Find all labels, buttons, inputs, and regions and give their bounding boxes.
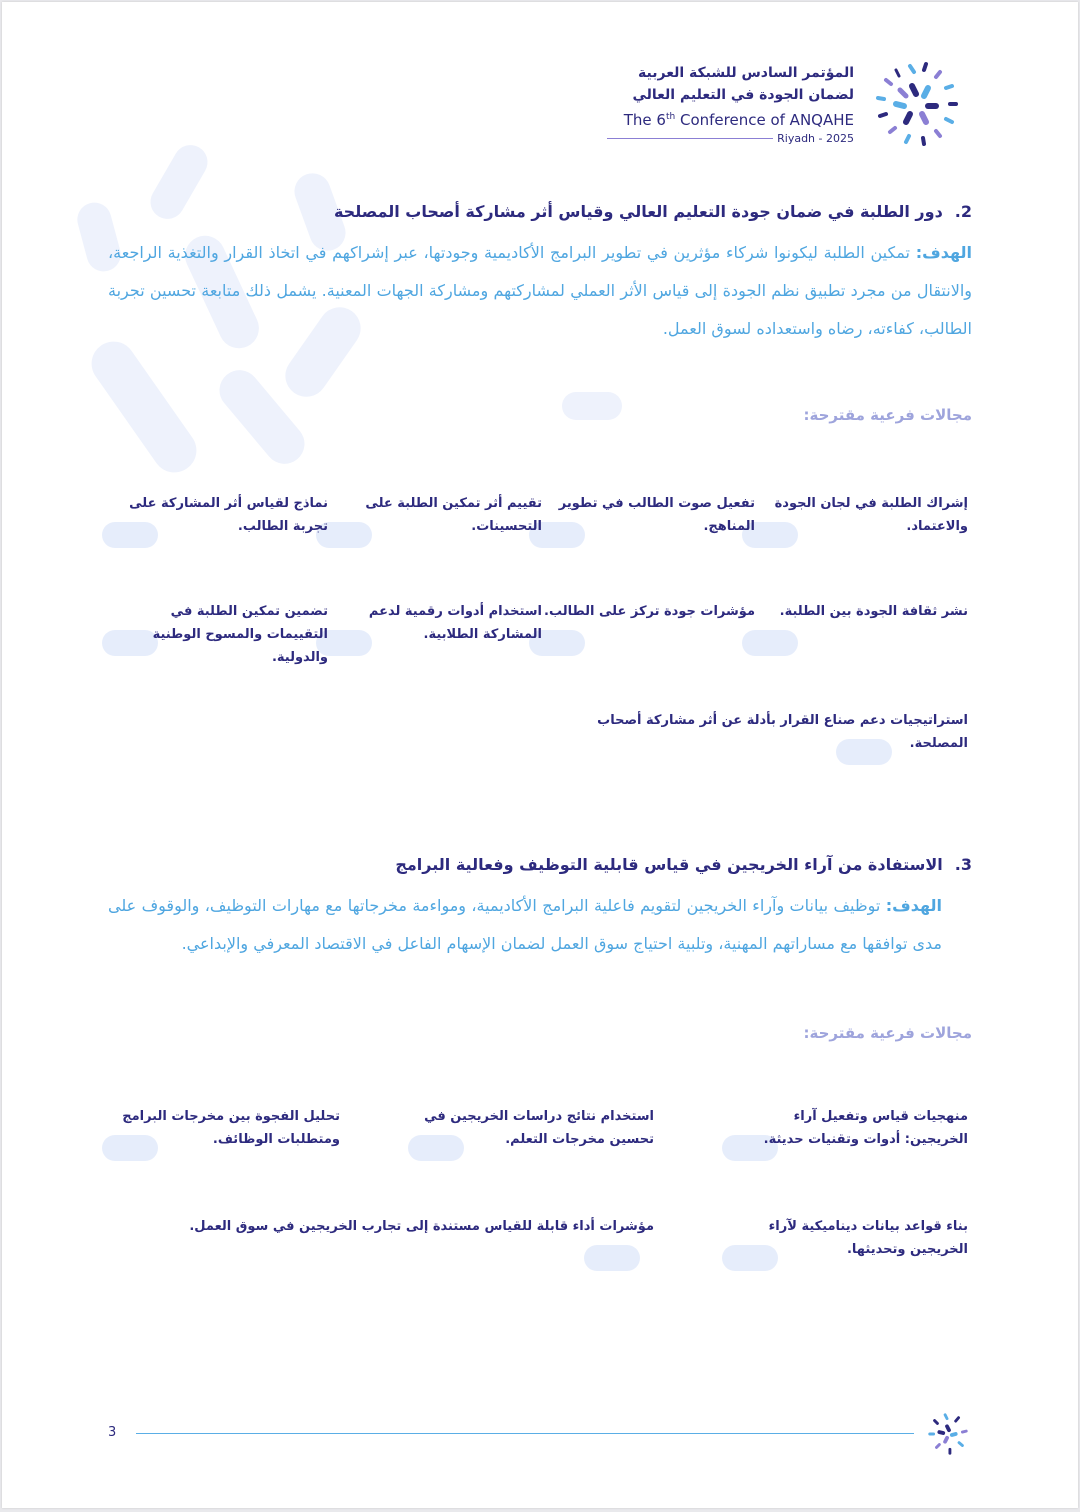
section-3-title <box>102 855 972 874</box>
anqahe-logo-icon <box>866 56 966 156</box>
section-3-subtopic: بناء قواعد بيانات ديناميكية لآراء الخريجين وتحديثها. <box>728 1215 968 1261</box>
section-3-subtopic: منهجيات قياس وتفعيل آراء الخريجين: أدوات وتقنيات حديثة. <box>728 1105 968 1151</box>
section-2-subtopic: تقييم أثر تمكين الطلبة على التحسينات. <box>322 492 542 538</box>
section-3-heading: الاستفادة من آراء الخريجين في قياس قابلية التوظيف وفعالية البرامج <box>395 855 943 874</box>
section-2-subtopic: تضمين تمكين الطلبة في التقييمات والمسوح الوطنية والدولية. <box>108 600 328 669</box>
section-3-subtopic: مؤشرات أداء قابلة للقياس مستندة إلى تجارب الخريجين في سوق العمل. <box>108 1215 654 1238</box>
section-2-subtopic: استراتيجيات دعم صناع القرار بأدلة عن أثر مشاركة أصحاب المصلحة. <box>582 709 968 755</box>
section-2-subtopic: مؤشرات جودة تركز على الطالب. <box>535 600 755 623</box>
section-2-subtopic: نماذج لقياس أثر المشاركة على تجربة الطالب. <box>108 492 328 538</box>
page-number: 3 <box>108 1425 117 1440</box>
section-2-subtopic: نشر ثقافة الجودة بين الطلبة. <box>748 600 968 623</box>
conference-location: Riyadh - 2025 <box>777 132 854 145</box>
conference-title-block <box>554 62 854 145</box>
section-2-subtopics-heading: مجالات فرعية مقترحة: <box>803 406 972 424</box>
document-page <box>2 2 1078 1508</box>
section-3-goal-text: توظيف بيانات وآراء الخريجين لتقويم فاعلية البرامج الأكاديمية، ومواءمة مخرجاتها مع مهارات التوظيف، والوقوف على مدى توافقها مع مساراتهم المهنية، وتلبية احتياج سوق العمل لضمان الإسهام الفاعل في الاقتصاد المعرفي والإبداعي. <box>108 896 942 953</box>
section-3-subtopic: استخدام نتائج دراسات الخريجين في تحسين مخرجات التعلم. <box>414 1105 654 1151</box>
conference-title-english: The 6th Conference of ANQAHE <box>623 111 854 129</box>
conference-location-line <box>554 132 854 145</box>
section-3-subtopic: تحليل الفجوة بين مخرجات البرامج ومتطلبات الوظائف. <box>108 1105 340 1151</box>
subtopic-bullet-pill <box>742 630 798 656</box>
section-2-goal <box>108 234 972 348</box>
conference-title-arabic-line1: المؤتمر السادس للشبكة العربية <box>638 65 854 81</box>
header-divider <box>607 138 773 139</box>
section-3-number: 3. <box>954 855 972 874</box>
section-3-goal <box>108 887 942 963</box>
section-2-goal-label: الهدف: <box>915 243 972 262</box>
section-2-goal-text: تمكين الطلبة ليكونوا شركاء مؤثرين في تطوير البرامج الأكاديمية وجودتها، عبر إشراكهم في اتخاذ القرار والتغذية الراجعة، والانتقال من مجرد تطبيق نظم الجودة إلى قياس الأثر العملي لمشاركتهم ومشاركة الجهات المعنية. يشمل ذلك متابعة تحسين تجربة الطالب، كفاءته، رضاه واستعداده لسوق العمل. <box>108 243 972 338</box>
section-2-heading: دور الطلبة في ضمان جودة التعليم العالي وقياس أثر مشاركة أصحاب المصلحة <box>333 202 943 221</box>
section-2-subtopic: استخدام أدوات رقمية لدعم المشاركة الطلابية. <box>322 600 542 646</box>
section-3-goal-label: الهدف: <box>885 896 942 915</box>
conference-title-arabic-line2: لضمان الجودة في التعليم العالي <box>632 87 854 103</box>
section-3-subtopics-heading: مجالات فرعية مقترحة: <box>803 1024 972 1042</box>
section-2-number: 2. <box>954 202 972 221</box>
subtopic-bullet-pill <box>584 1245 640 1271</box>
section-2-subtopic: إشراك الطلبة في لجان الجودة والاعتماد. <box>748 492 968 538</box>
background-pill-pattern <box>2 2 1078 1508</box>
section-2-subtopic: تفعيل صوت الطالب في تطوير المناهج. <box>535 492 755 538</box>
footer-logo-icon <box>924 1410 972 1458</box>
conference-header <box>546 56 966 156</box>
section-2-title <box>102 202 972 221</box>
footer-divider <box>136 1433 914 1434</box>
